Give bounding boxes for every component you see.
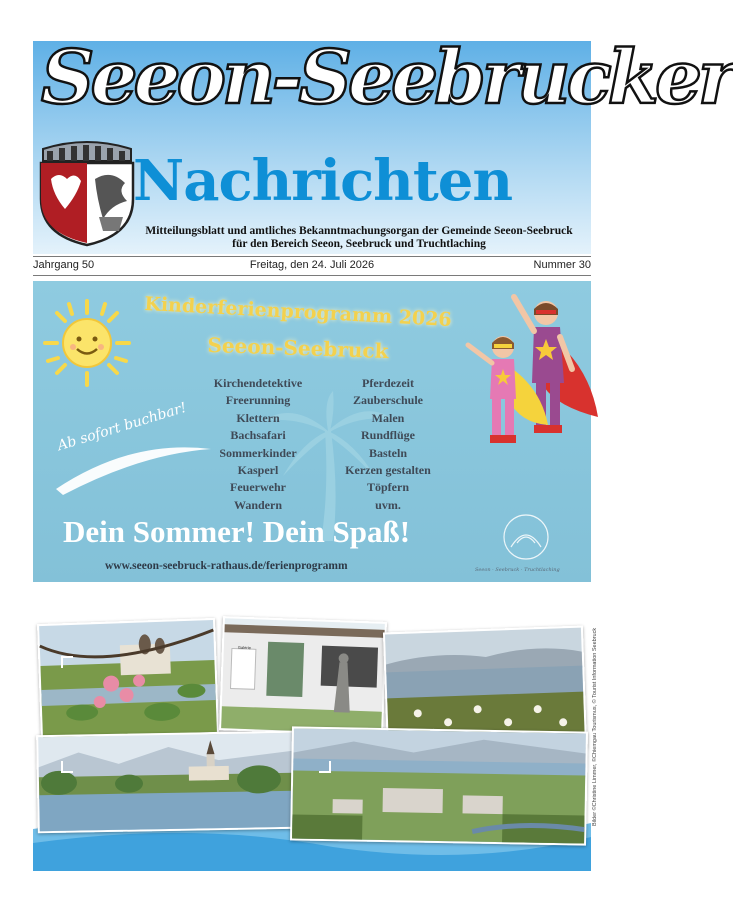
list-item: Klettern (236, 410, 280, 425)
photo-collage (33, 611, 591, 871)
list-item: Freerunning (225, 393, 291, 408)
ad-url: www.seeon-seebruck-rathaus.de/ferienprogramm (105, 560, 348, 572)
tourism-logo-icon (481, 503, 571, 573)
tourism-logo-text: Seeon · Seebruck · Truchtlaching (475, 567, 560, 573)
masthead (33, 35, 733, 254)
photo-lake-village-church (36, 731, 296, 833)
photo-corner-marker (319, 761, 331, 773)
list-item: Kasperl (237, 463, 279, 478)
activity-list-right (328, 375, 448, 514)
superhero-kids-illustration (448, 287, 588, 457)
ad-booking-badge: Ab sofort buchbar! (55, 399, 189, 455)
ferienprogramm-advert (33, 281, 591, 582)
list-item: Bachsafari (230, 428, 286, 443)
issue-number: Nummer 30 (533, 259, 591, 271)
photo-apple-blossom-monastery (37, 618, 219, 740)
photo-aerial-view (290, 726, 588, 845)
photo-corner-marker (61, 656, 73, 668)
photo-gallery-building (219, 616, 387, 736)
list-item: uvm. (375, 497, 401, 512)
list-item: Pferdezeit (362, 376, 414, 390)
masthead-subtitle (129, 225, 589, 251)
activity-list-left (198, 375, 318, 514)
list-item: Malen (371, 410, 405, 425)
dateline (33, 256, 591, 276)
issue-date: Freitag, den 24. Juli 2026 (249, 259, 375, 271)
list-item: Töpfern (367, 480, 409, 495)
list-item: Feuerwehr (230, 480, 286, 495)
photo-credit: Bilder ©Christine Limmer, ©Chiemgau Tourismus, © Tourist Information Seebruck (592, 627, 598, 826)
municipal-coat-of-arms-icon (37, 139, 137, 247)
list-item: Zauberschule (352, 393, 423, 408)
list-item: Basteln (368, 445, 407, 460)
masthead-title-line2: Nachrichten (133, 148, 513, 214)
list-item: Rundflüge (360, 428, 416, 443)
subtitle-line1: Mitteilungsblatt und amtliches Bekanntmachungsorgan der Gemeinde Seeon-Seebruck (145, 225, 573, 237)
list-item: Kerzen gestalten (345, 463, 431, 478)
list-item: Kirchendetektive (213, 376, 303, 390)
volume-number: Jahrgang 50 (33, 259, 95, 271)
gallery-sign: Galerie (237, 644, 251, 651)
masthead-title-line1: Seeon-Seebrucker (41, 35, 733, 121)
subtitle-line2: für den Bereich Seeon, Seebruck und Truchtlaching (232, 238, 486, 250)
photo-corner-marker (61, 761, 73, 773)
ad-headline: Kinderferienprogramm 2026 (143, 292, 453, 332)
list-item: Sommerkinder (219, 445, 297, 460)
ad-subheadline: Seeon-Seebruck (207, 332, 389, 364)
ad-slogan: Dein Sommer! Dein Spaß! (63, 514, 411, 549)
smiling-sun-icon (39, 295, 135, 391)
list-item: Wandern (233, 497, 282, 512)
